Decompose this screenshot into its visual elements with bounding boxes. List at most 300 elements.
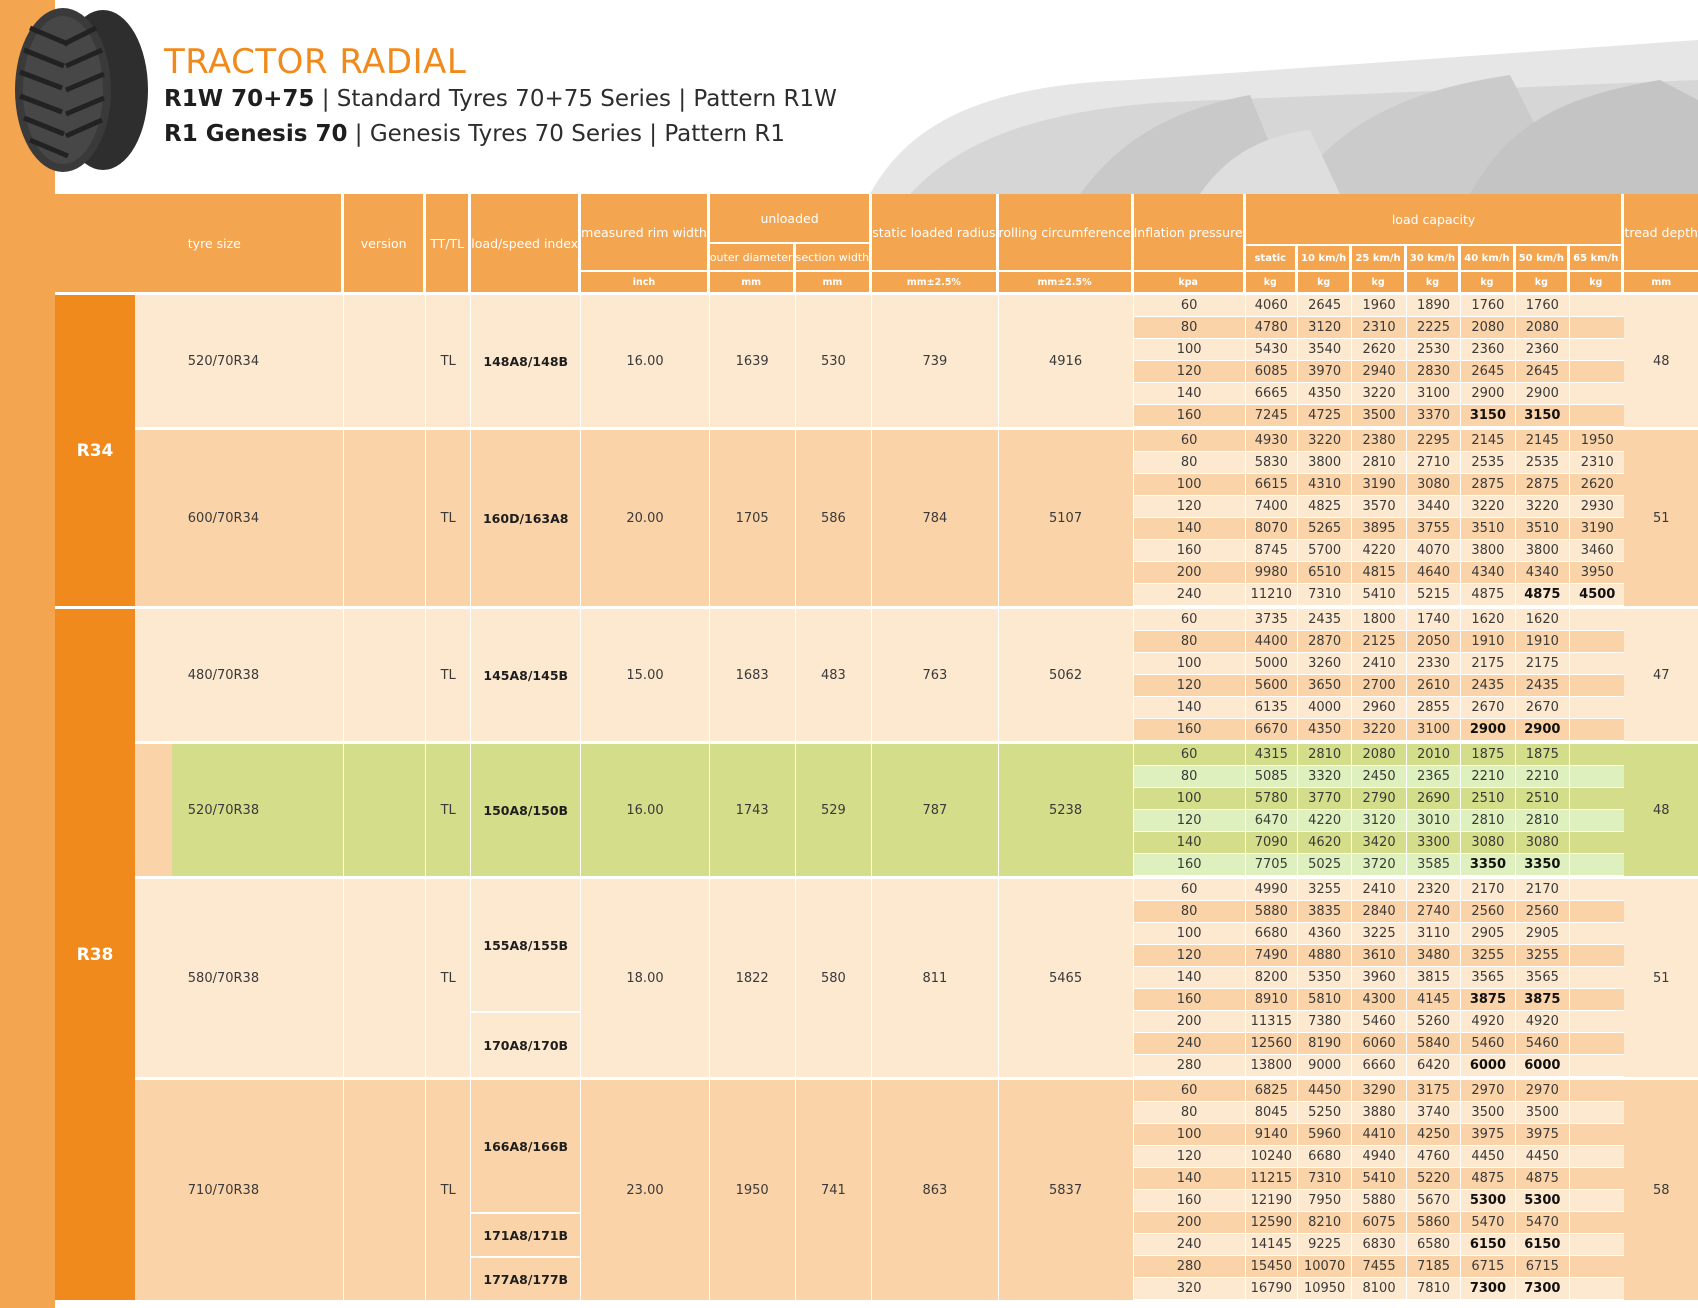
tread-depth-cell: 48 <box>1624 741 1698 876</box>
load-capacity-value: 3565 <box>1516 967 1570 989</box>
load-capacity-value: 6135 <box>1246 697 1298 719</box>
load-capacity-value: 2360 <box>1516 339 1570 361</box>
load-capacity-value: 4780 <box>1246 317 1298 339</box>
load-capacity-value <box>1570 832 1624 854</box>
load-capacity-value: 3220 <box>1298 427 1352 452</box>
load-capacity-value: 10240 <box>1246 1146 1298 1168</box>
version-cell <box>344 1077 426 1300</box>
col-tt-tl: TT/TL <box>426 194 471 292</box>
subtitle-r1-genesis-rest: | Genesis Tyres 70 Series | Pattern R1 <box>347 121 786 147</box>
inflation-pressure-value: 280 <box>1134 1256 1246 1278</box>
load-capacity-value: 2790 <box>1352 788 1406 810</box>
load-capacity-value: 3440 <box>1407 496 1461 518</box>
load-capacity-value: 5780 <box>1246 788 1298 810</box>
load-capacity-value <box>1570 989 1624 1011</box>
col-section-width: section width <box>796 244 873 270</box>
load-capacity-value: 3610 <box>1352 945 1406 967</box>
load-capacity-value: 3190 <box>1352 474 1406 496</box>
load-capacity-value: 10070 <box>1298 1256 1352 1278</box>
load-capacity-value: 9140 <box>1246 1124 1298 1146</box>
load-capacity-value: 5600 <box>1246 675 1298 697</box>
load-capacity-value: 8100 <box>1352 1278 1406 1300</box>
load-capacity-value: 6680 <box>1298 1146 1352 1168</box>
load-capacity-value: 2510 <box>1461 788 1515 810</box>
tread-depth-cell: 47 <box>1624 606 1698 741</box>
load-capacity-value: 6670 <box>1246 719 1298 741</box>
inflation-pressure-value: 100 <box>1134 474 1246 496</box>
col-speed-30: 30 km/h <box>1407 244 1461 270</box>
load-capacity-value: 3220 <box>1352 383 1406 405</box>
load-capacity-value: 4640 <box>1407 562 1461 584</box>
load-capacity-value <box>1570 1124 1624 1146</box>
load-capacity-value: 2645 <box>1298 292 1352 317</box>
col-static-loaded-radius: static loaded radius <box>872 194 998 270</box>
unit-label: mm±2.5% <box>872 270 998 292</box>
col-tread-depth: tread depth <box>1624 194 1698 270</box>
section-width-cell: 529 <box>796 741 873 876</box>
rim-width-cell: 23.00 <box>581 1077 710 1300</box>
col-unloaded: unloaded <box>710 194 872 244</box>
load-capacity-value <box>1570 923 1624 945</box>
load-capacity-value: 2310 <box>1352 317 1406 339</box>
load-capacity-value <box>1570 719 1624 741</box>
load-capacity-value: 6660 <box>1352 1055 1406 1077</box>
load-capacity-value: 4880 <box>1298 945 1352 967</box>
load-capacity-value: 2940 <box>1352 361 1406 383</box>
load-capacity-value <box>1570 1212 1624 1234</box>
col-inflation-pressure: Inflation pressure <box>1134 194 1246 270</box>
inflation-pressure-value: 100 <box>1134 653 1246 675</box>
load-capacity-value: 2210 <box>1461 766 1515 788</box>
load-capacity-value: 3835 <box>1298 901 1352 923</box>
inflation-pressure-value: 240 <box>1134 1234 1246 1256</box>
load-capacity-value: 10950 <box>1298 1278 1352 1300</box>
load-capacity-value: 5860 <box>1407 1212 1461 1234</box>
col-speed-10: 10 km/h <box>1298 244 1352 270</box>
load-capacity-value <box>1570 901 1624 923</box>
col-speed-static: static <box>1246 244 1298 270</box>
load-capacity-value: 4725 <box>1298 405 1352 427</box>
inflation-pressure-value: 200 <box>1134 562 1246 584</box>
load-capacity-value: 8190 <box>1298 1033 1352 1055</box>
col-speed-65: 65 km/h <box>1570 244 1624 270</box>
load-capacity-value: 13800 <box>1246 1055 1298 1077</box>
load-capacity-value: 2870 <box>1298 631 1352 653</box>
load-capacity-value: 7185 <box>1407 1256 1461 1278</box>
load-capacity-value: 2175 <box>1516 653 1570 675</box>
load-capacity-value <box>1570 339 1624 361</box>
load-capacity-value: 3960 <box>1352 967 1406 989</box>
load-capacity-value: 12190 <box>1246 1190 1298 1212</box>
load-capacity-value: 4450 <box>1461 1146 1515 1168</box>
load-capacity-value: 3740 <box>1407 1102 1461 1124</box>
load-capacity-value: 3480 <box>1407 945 1461 967</box>
rolling-circumference-cell: 5238 <box>999 741 1134 876</box>
load-capacity-value: 3880 <box>1352 1102 1406 1124</box>
outer-diameter-cell: 1705 <box>710 427 796 606</box>
load-capacity-value <box>1570 675 1624 697</box>
unit-label: kg <box>1461 270 1515 292</box>
load-capacity-value: 3500 <box>1461 1102 1515 1124</box>
load-capacity-value: 3540 <box>1298 339 1352 361</box>
tt-tl-cell: TL <box>426 876 471 1077</box>
load-capacity-value: 2930 <box>1570 496 1624 518</box>
load-capacity-value <box>1570 383 1624 405</box>
load-capacity-value: 2900 <box>1516 719 1570 741</box>
unit-label: kg <box>1516 270 1570 292</box>
unit-label: kg <box>1246 270 1298 292</box>
load-capacity-value: 3755 <box>1407 518 1461 540</box>
load-capacity-value: 3110 <box>1407 923 1461 945</box>
load-capacity-value: 4300 <box>1352 989 1406 1011</box>
tt-tl-cell: TL <box>426 292 471 427</box>
load-capacity-value: 4220 <box>1352 540 1406 562</box>
load-capacity-value: 4940 <box>1352 1146 1406 1168</box>
load-capacity-value: 8045 <box>1246 1102 1298 1124</box>
load-capacity-value: 4500 <box>1570 584 1624 606</box>
tyre-photo <box>8 8 148 173</box>
load-capacity-value: 1760 <box>1516 292 1570 317</box>
load-capacity-value: 2905 <box>1461 923 1515 945</box>
load-speed-index: 166A8/166B <box>471 1077 581 1212</box>
load-capacity-value: 6715 <box>1516 1256 1570 1278</box>
load-capacity-value: 5960 <box>1298 1124 1352 1146</box>
load-capacity-value: 3225 <box>1352 923 1406 945</box>
load-capacity-value: 5810 <box>1298 989 1352 1011</box>
load-capacity-value: 7300 <box>1461 1278 1515 1300</box>
tread-depth-cell: 51 <box>1624 427 1698 606</box>
load-capacity-value: 3100 <box>1407 719 1461 741</box>
inflation-pressure-value: 100 <box>1134 339 1246 361</box>
version-cell <box>344 741 426 876</box>
load-capacity-value: 4990 <box>1246 876 1298 901</box>
section-width-cell: 580 <box>796 876 873 1077</box>
load-capacity-value: 3800 <box>1461 540 1515 562</box>
load-capacity-value: 4000 <box>1298 697 1352 719</box>
load-capacity-value: 2690 <box>1407 788 1461 810</box>
tyre-specification-table <box>55 194 1698 1300</box>
section-width-cell: 530 <box>796 292 873 427</box>
rolling-circumference-cell: 5107 <box>999 427 1134 606</box>
corner-spacer <box>55 194 172 292</box>
unit-label: kg <box>1407 270 1461 292</box>
load-capacity-value: 2450 <box>1352 766 1406 788</box>
subtitle-r1-genesis-bold: R1 Genesis 70 <box>164 121 348 147</box>
col-version: version <box>344 194 426 292</box>
load-capacity-value: 2080 <box>1352 741 1406 766</box>
load-capacity-value: 2145 <box>1516 427 1570 452</box>
version-cell <box>344 292 426 427</box>
inflation-pressure-value: 100 <box>1134 923 1246 945</box>
inflation-pressure-value: 80 <box>1134 766 1246 788</box>
load-capacity-value: 3875 <box>1516 989 1570 1011</box>
load-capacity-value: 2175 <box>1461 653 1515 675</box>
load-capacity-value <box>1570 1146 1624 1168</box>
load-capacity-value: 11215 <box>1246 1168 1298 1190</box>
tt-tl-cell: TL <box>426 606 471 741</box>
load-capacity-value: 2700 <box>1352 675 1406 697</box>
load-capacity-value: 4920 <box>1461 1011 1515 1033</box>
inflation-pressure-value: 120 <box>1134 361 1246 383</box>
load-capacity-value: 3815 <box>1407 967 1461 989</box>
load-capacity-value: 7380 <box>1298 1011 1352 1033</box>
load-capacity-value: 5430 <box>1246 339 1298 361</box>
load-capacity-value: 4310 <box>1298 474 1352 496</box>
load-capacity-value: 2435 <box>1461 675 1515 697</box>
rolling-circumference-cell: 4916 <box>999 292 1134 427</box>
load-capacity-value: 4250 <box>1407 1124 1461 1146</box>
load-capacity-value: 2410 <box>1352 653 1406 675</box>
load-capacity-value: 4450 <box>1298 1077 1352 1102</box>
load-capacity-value: 3975 <box>1516 1124 1570 1146</box>
rim-width-cell: 16.00 <box>581 292 710 427</box>
version-cell <box>344 876 426 1077</box>
load-capacity-value: 6510 <box>1298 562 1352 584</box>
unit-label: kg <box>1352 270 1406 292</box>
subtitle-r1w-rest: | Standard Tyres 70+75 Series | Pattern R1W <box>314 86 837 112</box>
inflation-pressure-value: 160 <box>1134 540 1246 562</box>
rim-width-cell: 20.00 <box>581 427 710 606</box>
row-spacer <box>135 292 172 427</box>
load-capacity-value: 5410 <box>1352 584 1406 606</box>
load-speed-index: 177A8/177B <box>471 1256 581 1300</box>
version-cell <box>344 606 426 741</box>
load-capacity-value: 5830 <box>1246 452 1298 474</box>
load-capacity-value: 2810 <box>1461 810 1515 832</box>
unit-label: mm <box>796 270 873 292</box>
load-capacity-value: 1910 <box>1461 631 1515 653</box>
load-capacity-value: 4400 <box>1246 631 1298 653</box>
load-capacity-value: 3950 <box>1570 562 1624 584</box>
load-capacity-value: 2875 <box>1516 474 1570 496</box>
load-capacity-value: 4930 <box>1246 427 1298 452</box>
load-capacity-value: 6150 <box>1461 1234 1515 1256</box>
inflation-pressure-value: 80 <box>1134 317 1246 339</box>
load-capacity-value: 3255 <box>1461 945 1515 967</box>
inflation-pressure-value: 120 <box>1134 496 1246 518</box>
inflation-pressure-value: 280 <box>1134 1055 1246 1077</box>
page-header <box>0 0 1698 194</box>
load-capacity-value: 3190 <box>1570 518 1624 540</box>
col-load-speed-index: load/speed index <box>471 194 581 292</box>
load-capacity-value: 15450 <box>1246 1256 1298 1278</box>
load-capacity-value: 9225 <box>1298 1234 1352 1256</box>
load-capacity-value: 3720 <box>1352 854 1406 876</box>
load-capacity-value: 1890 <box>1407 292 1461 317</box>
load-capacity-value <box>1570 1011 1624 1033</box>
load-capacity-value: 4875 <box>1516 584 1570 606</box>
static-radius-cell: 863 <box>872 1077 998 1300</box>
load-capacity-value: 7455 <box>1352 1256 1406 1278</box>
unit-label: kpa <box>1134 270 1246 292</box>
load-capacity-value: 3895 <box>1352 518 1406 540</box>
load-capacity-value: 3565 <box>1461 967 1515 989</box>
inflation-pressure-value: 60 <box>1134 1077 1246 1102</box>
load-capacity-value: 7300 <box>1516 1278 1570 1300</box>
inflation-pressure-value: 80 <box>1134 631 1246 653</box>
load-capacity-value: 2670 <box>1461 697 1515 719</box>
load-capacity-value: 11210 <box>1246 584 1298 606</box>
load-capacity-value: 3875 <box>1461 989 1515 1011</box>
load-capacity-value: 5470 <box>1516 1212 1570 1234</box>
load-capacity-value: 4060 <box>1246 292 1298 317</box>
load-capacity-value: 2900 <box>1516 383 1570 405</box>
version-cell <box>344 427 426 606</box>
load-capacity-value: 3350 <box>1516 854 1570 876</box>
inflation-pressure-value: 60 <box>1134 741 1246 766</box>
load-capacity-value: 2210 <box>1516 766 1570 788</box>
load-capacity-value: 3120 <box>1298 317 1352 339</box>
load-speed-index: 145A8/145B <box>471 606 581 741</box>
load-capacity-value: 2170 <box>1516 876 1570 901</box>
load-capacity-value: 5085 <box>1246 766 1298 788</box>
load-capacity-value <box>1570 631 1624 653</box>
section-width-cell: 483 <box>796 606 873 741</box>
load-capacity-value: 6615 <box>1246 474 1298 496</box>
load-capacity-value: 2410 <box>1352 876 1406 901</box>
load-capacity-value <box>1570 317 1624 339</box>
inflation-pressure-value: 80 <box>1134 901 1246 923</box>
inflation-pressure-value: 60 <box>1134 292 1246 317</box>
load-capacity-value: 2645 <box>1516 361 1570 383</box>
load-capacity-value: 12560 <box>1246 1033 1298 1055</box>
tt-tl-cell: TL <box>426 427 471 606</box>
load-capacity-value: 1875 <box>1516 741 1570 766</box>
inflation-pressure-value: 60 <box>1134 427 1246 452</box>
load-capacity-value: 4875 <box>1516 1168 1570 1190</box>
inflation-pressure-value: 120 <box>1134 1146 1246 1168</box>
load-capacity-value: 4410 <box>1352 1124 1406 1146</box>
load-speed-index: 170A8/170B <box>471 1011 581 1077</box>
load-capacity-value: 2905 <box>1516 923 1570 945</box>
load-capacity-value: 8210 <box>1298 1212 1352 1234</box>
load-capacity-value: 2535 <box>1461 452 1515 474</box>
load-capacity-value: 5000 <box>1246 653 1298 675</box>
inflation-pressure-value: 140 <box>1134 967 1246 989</box>
load-capacity-value: 6680 <box>1246 923 1298 945</box>
rim-label: R38 <box>55 606 135 1300</box>
load-capacity-value: 3800 <box>1298 452 1352 474</box>
load-capacity-value: 3150 <box>1516 405 1570 427</box>
load-capacity-value <box>1570 788 1624 810</box>
inflation-pressure-value: 120 <box>1134 675 1246 697</box>
load-capacity-value: 7950 <box>1298 1190 1352 1212</box>
page-title: TRACTOR RADIAL <box>164 42 467 82</box>
subtitle-r1w <box>164 86 837 112</box>
load-capacity-value: 8745 <box>1246 540 1298 562</box>
load-speed-index: 155A8/155B <box>471 876 581 1011</box>
tread-depth-cell: 51 <box>1624 876 1698 1077</box>
unit-label: mm±2.5% <box>999 270 1134 292</box>
load-capacity-value: 3080 <box>1407 474 1461 496</box>
load-capacity-value: 12590 <box>1246 1212 1298 1234</box>
load-capacity-value: 5250 <box>1298 1102 1352 1124</box>
load-capacity-value <box>1570 361 1624 383</box>
load-capacity-value: 4760 <box>1407 1146 1461 1168</box>
load-capacity-value <box>1570 1033 1624 1055</box>
row-spacer <box>135 876 172 1077</box>
load-capacity-value: 3220 <box>1352 719 1406 741</box>
load-capacity-value: 1620 <box>1516 606 1570 631</box>
col-tyre-size: tyre size <box>172 194 344 292</box>
inflation-pressure-value: 240 <box>1134 584 1246 606</box>
load-speed-index: 160D/163A8 <box>471 427 581 606</box>
load-capacity-value: 4315 <box>1246 741 1298 766</box>
load-capacity-value <box>1570 854 1624 876</box>
load-capacity-value: 4340 <box>1516 562 1570 584</box>
load-capacity-value: 3220 <box>1516 496 1570 518</box>
load-capacity-value: 2435 <box>1516 675 1570 697</box>
tread-depth-cell: 58 <box>1624 1077 1698 1300</box>
load-capacity-value: 5215 <box>1407 584 1461 606</box>
load-capacity-value <box>1570 876 1624 901</box>
inflation-pressure-value: 160 <box>1134 719 1246 741</box>
rim-width-cell: 18.00 <box>581 876 710 1077</box>
load-capacity-value <box>1570 766 1624 788</box>
rim-label: R34 <box>55 292 135 606</box>
inflation-pressure-value: 100 <box>1134 788 1246 810</box>
load-capacity-value: 3420 <box>1352 832 1406 854</box>
load-capacity-value: 2170 <box>1461 876 1515 901</box>
load-capacity-value: 3080 <box>1461 832 1515 854</box>
outer-diameter-cell: 1683 <box>710 606 796 741</box>
load-capacity-value: 3500 <box>1352 405 1406 427</box>
load-capacity-value: 2970 <box>1461 1077 1515 1102</box>
load-capacity-value: 6150 <box>1516 1234 1570 1256</box>
load-capacity-value: 1740 <box>1407 606 1461 631</box>
outer-diameter-cell: 1743 <box>710 741 796 876</box>
col-speed-40: 40 km/h <box>1461 244 1515 270</box>
load-capacity-value: 2610 <box>1407 675 1461 697</box>
col-rolling-circumference: rolling circumference <box>999 194 1134 270</box>
load-capacity-value: 2510 <box>1516 788 1570 810</box>
load-capacity-value: 2840 <box>1352 901 1406 923</box>
load-capacity-value: 1875 <box>1461 741 1515 766</box>
row-spacer <box>135 427 172 606</box>
subtitle-r1w-bold: R1W 70+75 <box>164 86 315 112</box>
tyre-size-cell: 480/70R38 <box>172 606 344 741</box>
left-accent-bar <box>0 194 55 1308</box>
load-capacity-value: 4815 <box>1352 562 1406 584</box>
load-capacity-value <box>1570 1190 1624 1212</box>
load-capacity-value: 6420 <box>1407 1055 1461 1077</box>
load-capacity-value: 6665 <box>1246 383 1298 405</box>
load-capacity-value: 2960 <box>1352 697 1406 719</box>
load-capacity-value <box>1570 1278 1624 1300</box>
rolling-circumference-cell: 5465 <box>999 876 1134 1077</box>
table-row <box>55 292 1698 317</box>
load-capacity-value: 9980 <box>1246 562 1298 584</box>
load-capacity-value: 2855 <box>1407 697 1461 719</box>
unit-label: inch <box>581 270 710 292</box>
load-capacity-value: 3300 <box>1407 832 1461 854</box>
load-capacity-value: 6715 <box>1461 1256 1515 1278</box>
section-width-cell: 586 <box>796 427 873 606</box>
load-capacity-value: 6830 <box>1352 1234 1406 1256</box>
inflation-pressure-value: 160 <box>1134 1190 1246 1212</box>
inflation-pressure-value: 200 <box>1134 1212 1246 1234</box>
load-capacity-value: 4340 <box>1461 562 1515 584</box>
inflation-pressure-value: 160 <box>1134 854 1246 876</box>
load-capacity-value: 3650 <box>1298 675 1352 697</box>
table-row <box>55 427 1698 452</box>
tyre-size-cell: 520/70R34 <box>172 292 344 427</box>
row-spacer <box>135 606 172 741</box>
load-capacity-value: 2620 <box>1570 474 1624 496</box>
load-capacity-value: 4070 <box>1407 540 1461 562</box>
load-capacity-value: 5670 <box>1407 1190 1461 1212</box>
load-capacity-value <box>1570 697 1624 719</box>
